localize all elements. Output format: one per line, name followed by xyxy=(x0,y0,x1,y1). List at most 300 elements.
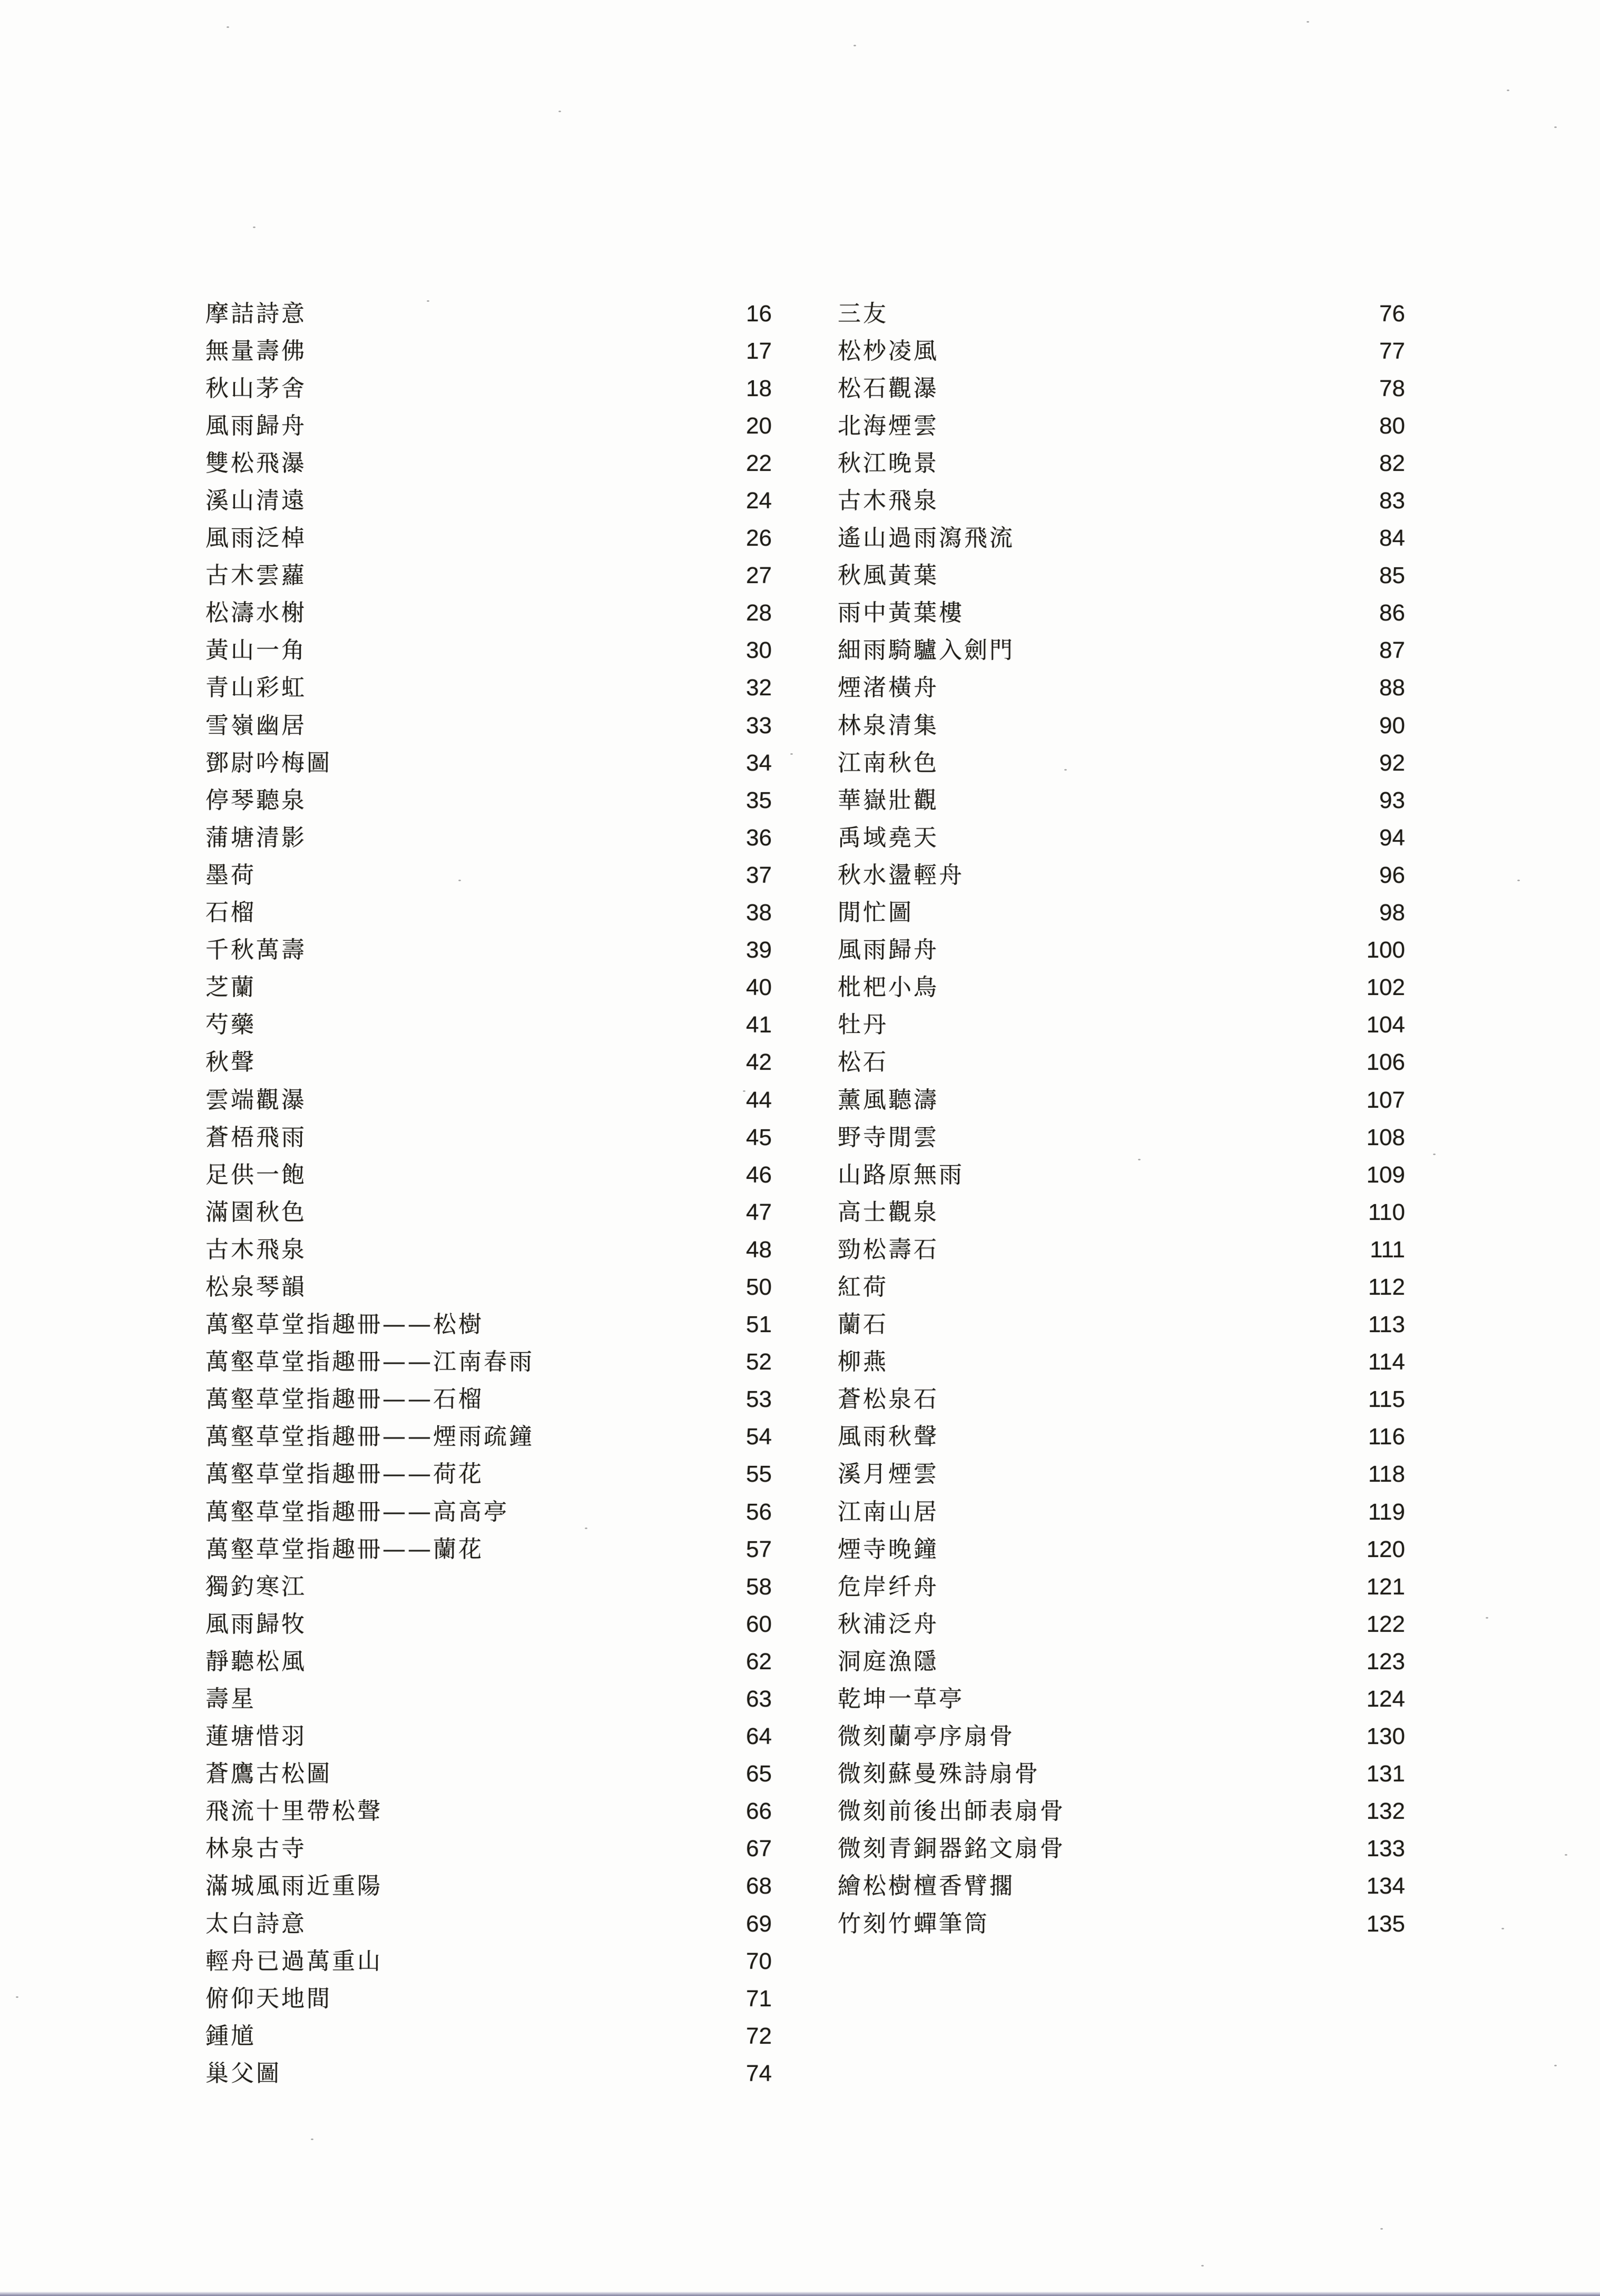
toc-entry-page: 22 xyxy=(746,450,772,476)
toc-entry xyxy=(205,482,772,519)
toc-entry xyxy=(205,894,772,932)
toc-entry-title: 壽星 xyxy=(205,1686,256,1713)
toc-entry-title: 繪松樹檀香臂擱 xyxy=(838,1873,1015,1900)
toc-entry-title: 石榴 xyxy=(205,899,256,927)
toc-entry xyxy=(838,856,1405,894)
toc-entry-page: 45 xyxy=(746,1124,772,1150)
toc-entry-page: 133 xyxy=(1366,1836,1405,1862)
toc-entry-title: 鍾馗 xyxy=(205,2022,256,2049)
toc-entry xyxy=(838,1231,1405,1268)
toc-entry-title: 枇杷小鳥 xyxy=(838,974,939,1001)
toc-entry xyxy=(205,557,772,595)
toc-entry xyxy=(205,1830,772,1868)
toc-entry xyxy=(205,1344,772,1381)
toc-entry-title: 遙山過雨瀉飛流 xyxy=(838,525,1015,552)
toc-entry-page: 34 xyxy=(746,750,772,776)
toc-entry-page: 24 xyxy=(746,488,772,514)
toc-entry-title: 蒼鷹古松圖 xyxy=(205,1760,332,1788)
scan-speck xyxy=(458,880,461,881)
toc-entry xyxy=(205,1605,772,1643)
toc-right-column xyxy=(838,295,1405,1943)
toc-entry xyxy=(838,1718,1405,1756)
toc-entry-page: 17 xyxy=(746,338,772,364)
toc-entry-title: 薰風聽濤 xyxy=(838,1086,939,1113)
scan-speck xyxy=(1554,126,1557,128)
toc-entry-title: 古木飛泉 xyxy=(205,1236,307,1263)
toc-entry-title: 萬壑草堂指趣冊——松樹 xyxy=(205,1311,484,1338)
toc-entry-title: 雪嶺幽居 xyxy=(205,712,307,739)
toc-entry-title: 萬壑草堂指趣冊——蘭花 xyxy=(205,1535,484,1563)
toc-entry-page: 50 xyxy=(746,1274,772,1300)
toc-entry-page: 63 xyxy=(746,1686,772,1712)
toc-entry-title: 危岸纤舟 xyxy=(838,1573,939,1600)
toc-entry xyxy=(205,1007,772,1044)
toc-entry-title: 萬壑草堂指趣冊——江南春雨 xyxy=(205,1348,534,1376)
toc-entry-title: 秋水盪輕舟 xyxy=(838,861,964,889)
toc-entry-title: 蓮塘惜羽 xyxy=(205,1723,307,1750)
toc-entry xyxy=(205,2017,772,2055)
toc-entry-page: 115 xyxy=(1368,1386,1405,1413)
toc-entry-page: 54 xyxy=(746,1424,772,1450)
toc-entry-page: 131 xyxy=(1366,1761,1405,1787)
toc-entry-page: 58 xyxy=(746,1573,772,1600)
toc-entry-page: 72 xyxy=(746,2023,772,2049)
toc-entry-page: 108 xyxy=(1366,1124,1405,1150)
toc-entry-title: 滿城風雨近重陽 xyxy=(205,1873,382,1900)
toc-entry-title: 秋聲 xyxy=(205,1049,256,1076)
toc-entry xyxy=(838,1194,1405,1231)
toc-entry-title: 微刻前後出師表扇骨 xyxy=(838,1798,1065,1825)
toc-entry-title: 竹刻竹蟬筆筒 xyxy=(838,1910,989,1937)
toc-entry-title: 松濤水榭 xyxy=(205,599,307,627)
toc-entry-page: 62 xyxy=(746,1648,772,1674)
toc-entry-page: 112 xyxy=(1368,1274,1405,1300)
toc-entry-page: 80 xyxy=(1379,412,1405,439)
toc-entry xyxy=(838,1044,1405,1081)
toc-entry xyxy=(838,1344,1405,1381)
toc-entry xyxy=(838,1119,1405,1156)
scan-speck xyxy=(311,2139,313,2140)
toc-entry-page: 106 xyxy=(1366,1049,1405,1076)
scan-speck xyxy=(743,1090,745,1092)
toc-entry-page: 70 xyxy=(746,1948,772,1974)
toc-entry xyxy=(838,1456,1405,1493)
toc-entry-page: 118 xyxy=(1368,1461,1405,1487)
toc-entry xyxy=(838,520,1405,557)
toc-entry xyxy=(205,407,772,445)
toc-entry xyxy=(205,1643,772,1680)
toc-entry-title: 雨中黃葉樓 xyxy=(838,599,964,627)
toc-entry-title: 巢父圖 xyxy=(205,2059,281,2087)
toc-entry-title: 青山彩虹 xyxy=(205,674,307,702)
toc-entry xyxy=(838,707,1405,744)
toc-entry xyxy=(205,1531,772,1568)
toc-entry-title: 微刻青銅器銘文扇骨 xyxy=(838,1835,1065,1863)
toc-entry-page: 94 xyxy=(1379,824,1405,851)
toc-entry-page: 120 xyxy=(1366,1536,1405,1562)
scan-speck xyxy=(227,26,229,28)
toc-entry-page: 20 xyxy=(746,412,772,439)
toc-entry xyxy=(838,1793,1405,1830)
scan-speck xyxy=(253,226,256,228)
toc-entry-title: 北海煙雲 xyxy=(838,412,939,439)
scan-speck xyxy=(558,111,561,112)
toc-entry-title: 蒲塘清影 xyxy=(205,824,307,851)
toc-entry xyxy=(205,1493,772,1531)
toc-entry-page: 124 xyxy=(1366,1686,1405,1712)
toc-entry-title: 古木雲蘿 xyxy=(205,562,307,589)
toc-entry xyxy=(205,744,772,782)
toc-entry xyxy=(205,1568,772,1605)
toc-entry-page: 130 xyxy=(1366,1723,1405,1750)
toc-entry-page: 66 xyxy=(746,1798,772,1825)
toc-entry-title: 蒼松泉石 xyxy=(838,1386,939,1413)
toc-entry-title: 無量壽佛 xyxy=(205,337,307,364)
toc-entry-title: 千秋萬壽 xyxy=(205,937,307,964)
toc-entry-title: 山路原無雨 xyxy=(838,1161,964,1188)
toc-entry-page: 28 xyxy=(746,600,772,626)
toc-entry-title: 林泉古寺 xyxy=(205,1835,307,1863)
scan-speck xyxy=(1201,2265,1204,2267)
toc-entry xyxy=(838,557,1405,595)
toc-entry xyxy=(838,1007,1405,1044)
toc-entry-page: 41 xyxy=(746,1012,772,1038)
toc-entry-page: 76 xyxy=(1379,300,1405,327)
toc-entry xyxy=(838,1568,1405,1605)
toc-entry xyxy=(205,2055,772,2092)
toc-entry xyxy=(205,1194,772,1231)
toc-entry-page: 102 xyxy=(1366,974,1405,1001)
toc-entry xyxy=(838,445,1405,482)
toc-entry xyxy=(205,1756,772,1793)
toc-entry-title: 靜聽松風 xyxy=(205,1648,307,1675)
toc-entry-page: 77 xyxy=(1379,338,1405,364)
toc-entry xyxy=(205,1905,772,1943)
toc-entry xyxy=(205,819,772,856)
toc-entry xyxy=(838,482,1405,519)
toc-entry-title: 滿園秋色 xyxy=(205,1198,307,1226)
toc-entry-title: 黃山一角 xyxy=(205,637,307,664)
scan-speck xyxy=(427,300,429,302)
toc-entry-title: 牡丹 xyxy=(838,1011,888,1039)
toc-entry-title: 萬壑草堂指趣冊——高高亭 xyxy=(205,1498,509,1525)
toc-entry xyxy=(838,332,1405,370)
toc-entry xyxy=(838,819,1405,856)
toc-entry-page: 86 xyxy=(1379,600,1405,626)
toc-entry xyxy=(205,1418,772,1456)
scan-speck xyxy=(585,1528,587,1529)
toc-entry xyxy=(838,1868,1405,1905)
toc-entry xyxy=(205,707,772,744)
toc-entry-title: 松石 xyxy=(838,1049,888,1076)
toc-entry-page: 104 xyxy=(1366,1012,1405,1038)
toc-entry-page: 119 xyxy=(1368,1499,1405,1525)
toc-entry-page: 123 xyxy=(1366,1648,1405,1674)
toc-entry-page: 26 xyxy=(746,525,772,551)
toc-entry-title: 雲端觀瀑 xyxy=(205,1086,307,1113)
scan-speck xyxy=(1433,1154,1436,1155)
toc-entry-title: 松杪凌風 xyxy=(838,337,939,364)
toc-entry-page: 100 xyxy=(1366,937,1405,963)
toc-entry xyxy=(205,370,772,407)
toc-entry-page: 18 xyxy=(746,375,772,401)
toc-entry-title: 煙寺晚鐘 xyxy=(838,1535,939,1563)
toc-entry-title: 風雨泛棹 xyxy=(205,525,307,552)
scan-speck xyxy=(1486,1617,1488,1619)
toc-entry xyxy=(838,407,1405,445)
toc-entry-title: 萬壑草堂指趣冊——荷花 xyxy=(205,1461,484,1488)
toc-entry-page: 78 xyxy=(1379,375,1405,401)
toc-entry-title: 江南山居 xyxy=(838,1498,939,1525)
toc-entry-title: 秋浦泛舟 xyxy=(838,1610,939,1638)
scan-speck xyxy=(1307,21,1309,23)
toc-entry-page: 27 xyxy=(746,563,772,589)
toc-entry xyxy=(838,969,1405,1007)
toc-entry xyxy=(205,1793,772,1830)
toc-entry xyxy=(838,669,1405,707)
toc-entry-title: 秋風黃葉 xyxy=(838,562,939,589)
toc-entry xyxy=(838,1756,1405,1793)
toc-entry-title: 林泉清集 xyxy=(838,712,939,739)
toc-entry xyxy=(838,932,1405,969)
toc-entry-page: 35 xyxy=(746,787,772,813)
toc-entry xyxy=(838,1493,1405,1531)
toc-entry-page: 60 xyxy=(746,1611,772,1637)
toc-entry-page: 55 xyxy=(746,1461,772,1487)
toc-entry-title: 摩詰詩意 xyxy=(205,300,307,327)
toc-entry-title: 紅荷 xyxy=(838,1273,888,1300)
toc-entry-title: 萬壑草堂指趣冊——石榴 xyxy=(205,1386,484,1413)
toc-entry-page: 67 xyxy=(746,1836,772,1862)
toc-left-column xyxy=(205,295,772,2093)
toc-entry-title: 禹域堯天 xyxy=(838,824,939,851)
toc-entry xyxy=(205,445,772,482)
scan-speck xyxy=(1507,90,1509,91)
toc-entry xyxy=(838,295,1405,332)
toc-entry-title: 風雨歸牧 xyxy=(205,1610,307,1638)
toc-entry-page: 32 xyxy=(746,675,772,701)
toc-entry xyxy=(205,1231,772,1268)
toc-entry xyxy=(838,1381,1405,1418)
toc-entry-page: 33 xyxy=(746,712,772,738)
toc-entry xyxy=(205,782,772,819)
toc-entry-title: 乾坤一草亭 xyxy=(838,1686,964,1713)
scan-speck xyxy=(853,45,856,46)
toc-entry xyxy=(205,1868,772,1905)
toc-entry-page: 36 xyxy=(746,824,772,851)
toc-entry-page: 57 xyxy=(746,1536,772,1562)
toc-entry-page: 90 xyxy=(1379,712,1405,738)
toc-entry-title: 高士觀泉 xyxy=(838,1198,939,1226)
toc-entry xyxy=(205,856,772,894)
toc-entry-title: 風雨秋聲 xyxy=(838,1423,939,1451)
scan-speck xyxy=(16,1996,18,1998)
toc-entry-title: 閒忙圖 xyxy=(838,899,914,927)
toc-entry-title: 微刻蘇曼殊詩扇骨 xyxy=(838,1760,1040,1788)
toc-entry-page: 98 xyxy=(1379,900,1405,926)
toc-entry-page: 68 xyxy=(746,1873,772,1899)
toc-entry-title: 獨釣寒江 xyxy=(205,1573,307,1600)
toc-entry-page: 96 xyxy=(1379,862,1405,888)
toc-entry xyxy=(205,1156,772,1194)
toc-entry xyxy=(205,1680,772,1718)
toc-entry xyxy=(205,669,772,707)
toc-entry-title: 芝蘭 xyxy=(205,974,256,1001)
toc-entry xyxy=(205,295,772,332)
toc-entry xyxy=(205,1943,772,1980)
toc-entry-title: 蒼梧飛雨 xyxy=(205,1124,307,1151)
toc-entry-title: 雙松飛瀑 xyxy=(205,449,307,477)
toc-entry xyxy=(838,1268,1405,1306)
toc-entry-page: 92 xyxy=(1379,750,1405,776)
toc-entry-page: 71 xyxy=(746,1985,772,2012)
scan-speck xyxy=(1380,2228,1383,2230)
toc-entry-page: 39 xyxy=(746,937,772,963)
toc-entry xyxy=(838,1081,1405,1119)
toc-entry xyxy=(838,894,1405,932)
toc-entry-page: 52 xyxy=(746,1349,772,1375)
toc-entry xyxy=(205,1119,772,1156)
toc-entry xyxy=(838,1531,1405,1568)
toc-entry xyxy=(838,1306,1405,1344)
toc-entry xyxy=(838,370,1405,407)
toc-entry xyxy=(838,1156,1405,1194)
toc-entry xyxy=(205,1268,772,1306)
toc-entry-page: 48 xyxy=(746,1236,772,1263)
toc-entry-title: 柳燕 xyxy=(838,1348,888,1376)
scan-bottom-edge xyxy=(0,2292,1600,2296)
toc-entry-title: 墨荷 xyxy=(205,861,256,889)
scan-speck xyxy=(1517,880,1520,881)
toc-entry-page: 122 xyxy=(1366,1611,1405,1637)
scan-speck xyxy=(1501,1928,1504,1929)
toc-entry xyxy=(205,595,772,632)
toc-entry-title: 勁松壽石 xyxy=(838,1236,939,1263)
toc-entry xyxy=(205,1044,772,1081)
toc-entry-title: 秋江晚景 xyxy=(838,449,939,477)
toc-entry xyxy=(205,520,772,557)
toc-entry-page: 111 xyxy=(1370,1236,1405,1263)
toc-entry-title: 風雨歸舟 xyxy=(205,412,307,439)
toc-entry xyxy=(205,1306,772,1344)
toc-entry-page: 74 xyxy=(746,2060,772,2086)
toc-entry-page: 30 xyxy=(746,637,772,664)
toc-entry-page: 69 xyxy=(746,1910,772,1937)
toc-entry-title: 三友 xyxy=(838,300,888,327)
toc-entry xyxy=(205,1381,772,1418)
toc-entry xyxy=(838,782,1405,819)
toc-entry xyxy=(205,1980,772,2017)
toc-entry-title: 輕舟已過萬重山 xyxy=(205,1947,382,1975)
toc-entry-title: 華嶽壯觀 xyxy=(838,786,939,814)
toc-entry xyxy=(205,1456,772,1493)
toc-entry xyxy=(838,1418,1405,1456)
toc-entry xyxy=(838,1680,1405,1718)
toc-entry-page: 56 xyxy=(746,1499,772,1525)
scan-speck xyxy=(1064,769,1067,771)
toc-entry-page: 40 xyxy=(746,974,772,1001)
toc-entry-title: 停琴聽泉 xyxy=(205,786,307,814)
toc-entry-page: 82 xyxy=(1379,450,1405,476)
scan-speck xyxy=(1565,1854,1567,1856)
scan-speck xyxy=(1554,2065,1557,2066)
toc-entry-title: 煙渚橫舟 xyxy=(838,674,939,702)
toc-entry-page: 88 xyxy=(1379,675,1405,701)
toc-entry-page: 38 xyxy=(746,900,772,926)
toc-entry-title: 微刻蘭亭序扇骨 xyxy=(838,1723,1015,1750)
toc-entry-title: 洞庭漁隱 xyxy=(838,1648,939,1675)
toc-entry-page: 134 xyxy=(1366,1873,1405,1899)
toc-entry-page: 116 xyxy=(1368,1424,1405,1450)
toc-entry xyxy=(838,1830,1405,1868)
toc-entry xyxy=(838,1643,1405,1680)
toc-entry-page: 135 xyxy=(1366,1910,1405,1937)
toc-entry xyxy=(838,744,1405,782)
toc-entry-page: 87 xyxy=(1379,637,1405,664)
toc-entry xyxy=(838,1905,1405,1943)
toc-entry-title: 松泉琴韻 xyxy=(205,1273,307,1300)
toc-entry-title: 足供一飽 xyxy=(205,1161,307,1188)
toc-entry xyxy=(838,1605,1405,1643)
toc-entry-title: 萬壑草堂指趣冊——煙雨疏鐘 xyxy=(205,1423,534,1451)
toc-entry-title: 古木飛泉 xyxy=(838,487,939,515)
toc-entry-page: 47 xyxy=(746,1199,772,1225)
toc-entry-title: 俯仰天地間 xyxy=(205,1985,332,2012)
toc-entry-page: 132 xyxy=(1366,1798,1405,1825)
toc-entry xyxy=(838,632,1405,669)
toc-entry xyxy=(205,969,772,1007)
toc-entry xyxy=(838,595,1405,632)
scan-speck xyxy=(790,753,793,755)
toc-entry-page: 44 xyxy=(746,1087,772,1113)
toc-entry-page: 16 xyxy=(746,300,772,327)
toc-entry-title: 太白詩意 xyxy=(205,1910,307,1937)
toc-entry-title: 芍藥 xyxy=(205,1011,256,1039)
toc-entry-title: 溪月煙雲 xyxy=(838,1461,939,1488)
toc-entry-title: 江南秋色 xyxy=(838,749,939,776)
toc-entry xyxy=(205,632,772,669)
toc-entry-title: 蘭石 xyxy=(838,1311,888,1338)
toc-entry-page: 93 xyxy=(1379,787,1405,813)
toc-entry-title: 溪山清遠 xyxy=(205,487,307,515)
toc-entry-title: 細雨騎驢入劍門 xyxy=(838,637,1015,664)
toc-entry xyxy=(205,932,772,969)
toc-entry-page: 84 xyxy=(1379,525,1405,551)
toc-entry-page: 51 xyxy=(746,1312,772,1338)
toc-entry xyxy=(205,1718,772,1756)
toc-entry-title: 風雨歸舟 xyxy=(838,937,939,964)
toc-entry-title: 秋山茅舍 xyxy=(205,375,307,402)
toc-entry-page: 109 xyxy=(1366,1161,1405,1188)
toc-entry xyxy=(205,1081,772,1119)
toc-entry-title: 松石觀瀑 xyxy=(838,375,939,402)
toc-entry-page: 121 xyxy=(1366,1573,1405,1600)
toc-entry-page: 110 xyxy=(1368,1199,1405,1225)
toc-entry-page: 46 xyxy=(746,1161,772,1188)
toc-entry-page: 65 xyxy=(746,1761,772,1787)
toc-entry-page: 85 xyxy=(1379,563,1405,589)
toc-entry-page: 37 xyxy=(746,862,772,888)
scan-speck xyxy=(1138,1159,1141,1160)
toc-entry xyxy=(205,332,772,370)
toc-entry-page: 42 xyxy=(746,1049,772,1076)
toc-entry-title: 飛流十里帶松聲 xyxy=(205,1798,382,1825)
toc-entry-title: 野寺閒雲 xyxy=(838,1124,939,1151)
toc-entry-page: 83 xyxy=(1379,488,1405,514)
toc-entry-page: 64 xyxy=(746,1723,772,1750)
toc-entry-title: 鄧尉吟梅圖 xyxy=(205,749,332,776)
toc-entry-page: 53 xyxy=(746,1386,772,1413)
